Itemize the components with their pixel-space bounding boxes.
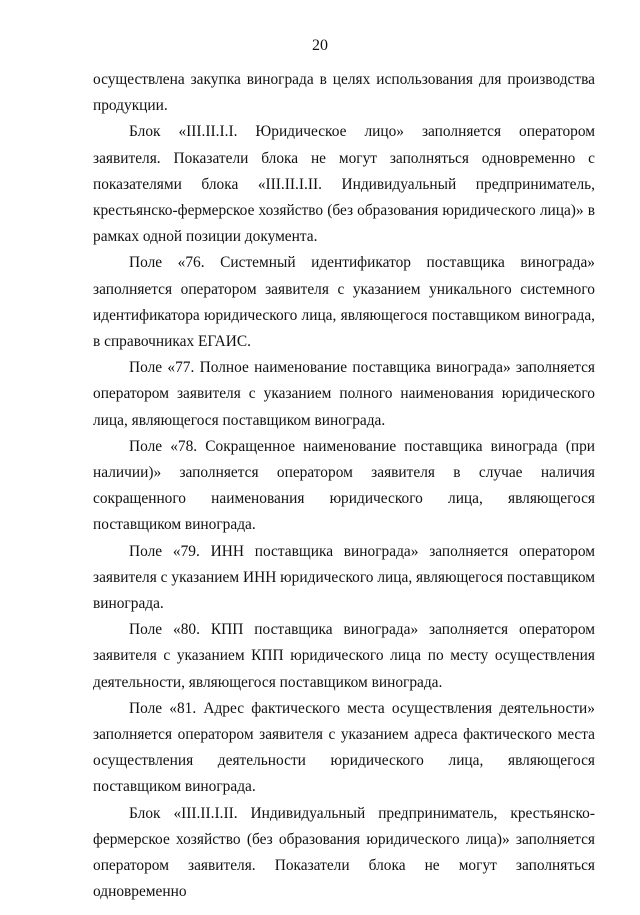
paragraph-field-80: Поле «80. КПП поставщика винограда» заполняется оператором заявителя с указанием КПП юридического лица по месту осуществления деятельности, являющегося поставщиком винограда. bbox=[93, 621, 595, 691]
paragraph-field-76: Поле «76. Системный идентификатор поставщика винограда» заполняется оператором заявителя с указанием уникального системного идентификатора юридического лица, являющегося поставщиком винограда, в справочниках ЕГАИС. bbox=[93, 254, 595, 351]
document-body bbox=[93, 67, 595, 906]
paragraph-field-81: Поле «81. Адрес фактического места осуществления деятельности» заполняется оператором заявителя с указанием адреса фактического места осуществления деятельности юридического лица, являющегося поставщиком винограда. bbox=[93, 699, 595, 796]
paragraph-field-77: Поле «77. Полное наименование поставщика винограда» заполняется оператором заявителя с указанием полного наименования юридического лица, являющегося поставщиком винограда. bbox=[93, 359, 595, 429]
paragraph-continuation: осуществлена закупка винограда в целях использования для производства продукции. bbox=[93, 71, 595, 115]
paragraph-field-79: Поле «79. ИНН поставщика винограда» заполняется оператором заявителя с указанием ИНН юридического лица, являющегося поставщиком винограда. bbox=[93, 542, 595, 613]
paragraph-block-individual-entrepreneur: Блок «III.II.I.II. Индивидуальный предприниматель, крестьянско-фермерское хозяйство (без образования юридического лица)» заполняется оператором заявителя. Показатели блока не могут заполняться одновременно bbox=[93, 804, 595, 901]
paragraph-block-legal-entity: Блок «III.II.I.I. Юридическое лицо» заполняется оператором заявителя. Показатели блока не могут заполняться одновременно с показателями блока «III.II.I.II. Индивидуальный предприниматель, крестьянско-фермерское хозяйство (без образования юридического лица)» в рамках одной позиции документа. bbox=[93, 123, 595, 246]
page-number: 20 bbox=[312, 37, 328, 54]
paragraph-field-78: Поле «78. Сокращенное наименование поставщика винограда (при наличии)» заполняется оператором заявителя в случае наличия сокращенного наименования юридического лица, являющегося поставщиком винограда. bbox=[93, 437, 595, 534]
